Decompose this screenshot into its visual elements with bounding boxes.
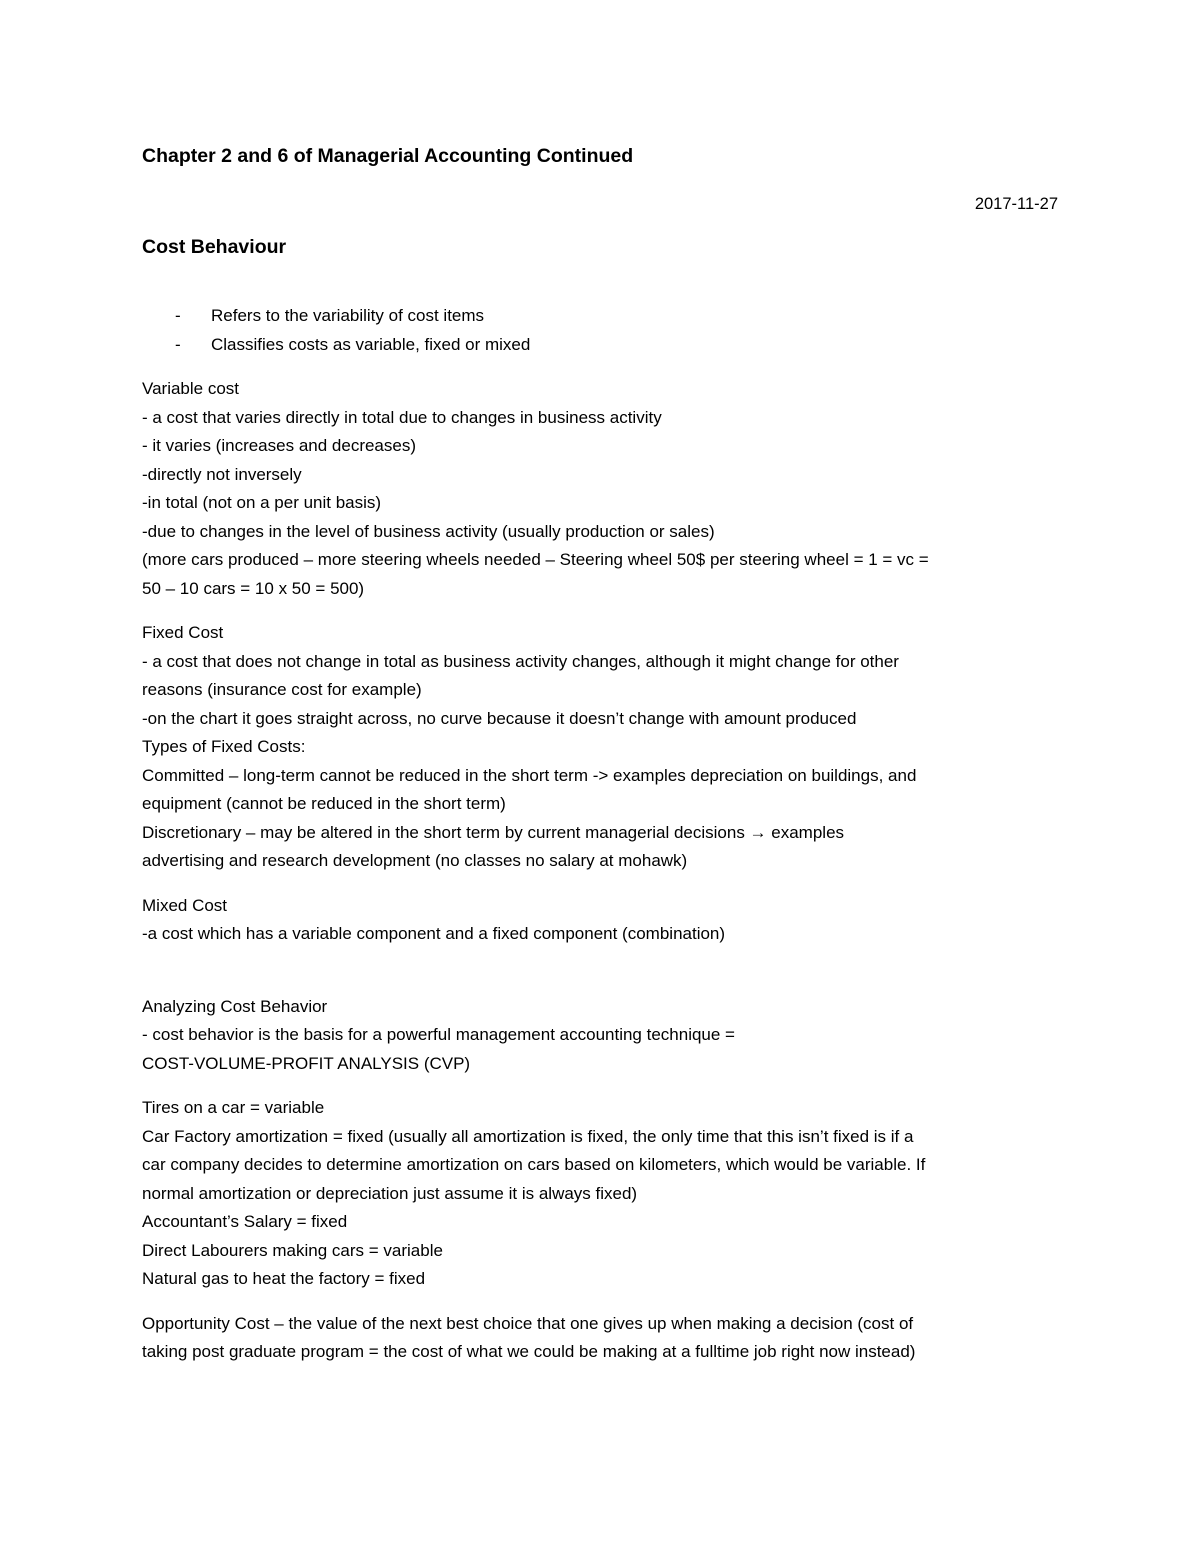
text-line: -in total (not on a per unit basis)	[142, 493, 382, 512]
text-line: car company decides to determine amortization on cars based on kilometers, which would be variable. If	[142, 1155, 926, 1174]
list-item	[142, 331, 1062, 360]
text-line: - a cost that does not change in total as business activity changes, although it might change for other	[142, 651, 899, 671]
text-line: -on the chart it goes straight across, no curve because it doesn’t change with amount produced	[142, 708, 857, 728]
text-line: -a cost which has a variable component and a fixed component (combination)	[142, 924, 726, 943]
text-line: Committed – long-term cannot be reduced in the short term -> examples depreciation on buildings, and	[142, 765, 917, 785]
bullet-text: Refers to the variability of cost items	[211, 306, 485, 325]
text-line: (more cars produced – more steering wheels needed – Steering wheel 50$ per steering wheel = 1 = vc =	[142, 550, 929, 569]
text-line: Discretionary – may be altered in the short term by current managerial decisions → examples	[142, 822, 845, 842]
fixed-cost-section	[142, 619, 1062, 876]
text-line: 50 – 10 cars = 10 x 50 = 500)	[142, 578, 365, 598]
mixed-cost-section	[142, 892, 1062, 949]
text-line: advertising and research development (no classes no salary at mohawk)	[142, 851, 688, 870]
section-heading: Cost Behaviour	[142, 236, 287, 258]
bullet-list	[142, 302, 1062, 359]
text-line: reasons (insurance cost for example)	[142, 680, 422, 699]
text-line: equipment (cannot be reduced in the short term)	[142, 794, 506, 813]
text-line: - it varies (increases and decreases)	[142, 436, 417, 455]
opportunity-cost-section	[142, 1310, 1062, 1367]
text-line: -directly not inversely	[142, 464, 302, 484]
list-item	[142, 302, 1062, 331]
text-line: Opportunity Cost – the value of the next best choice that one gives up when making a decision (cost of	[142, 1313, 914, 1333]
bullet-text: Classifies costs as variable, fixed or mixed	[211, 334, 531, 354]
text-line: Accountant’s Salary = fixed	[142, 1212, 348, 1231]
bullet-marker: -	[175, 306, 181, 325]
text-line: Direct Labourers making cars = variable	[142, 1240, 443, 1260]
text-line: Car Factory amortization = fixed (usually all amortization is fixed, the only time that this isn’t fixed is if a	[142, 1126, 914, 1146]
examples-section	[142, 1094, 1062, 1294]
text-line: -due to changes in the level of business activity (usually production or sales)	[142, 521, 715, 541]
variable-cost-label: Variable cost	[142, 379, 240, 398]
fixed-cost-label: Fixed Cost	[142, 623, 224, 642]
text-line: Types of Fixed Costs:	[142, 737, 306, 756]
document-page	[142, 141, 1062, 1367]
text-line: normal amortization or depreciation just assume it is always fixed)	[142, 1183, 638, 1203]
analyzing-section	[142, 993, 1062, 1079]
analyzing-label: Analyzing Cost Behavior	[142, 996, 328, 1016]
text-line: - a cost that varies directly in total due to changes in business activity	[142, 407, 662, 427]
text-line: Tires on a car = variable	[142, 1098, 325, 1117]
bullet-marker: -	[175, 334, 181, 354]
text-line: taking post graduate program = the cost of what we could be making at a fulltime job right now instead)	[142, 1342, 916, 1361]
document-date: 2017-11-27	[974, 195, 1058, 213]
text-line: - cost behavior is the basis for a powerful management accounting technique =	[142, 1025, 735, 1044]
mixed-cost-label: Mixed Cost	[142, 895, 228, 915]
text-line: Natural gas to heat the factory = fixed	[142, 1269, 426, 1288]
text-line: COST-VOLUME-PROFIT ANALYSIS (CVP)	[142, 1053, 471, 1073]
variable-cost-section	[142, 375, 1062, 603]
document-title: Chapter 2 and 6 of Managerial Accounting Continued	[142, 145, 634, 167]
